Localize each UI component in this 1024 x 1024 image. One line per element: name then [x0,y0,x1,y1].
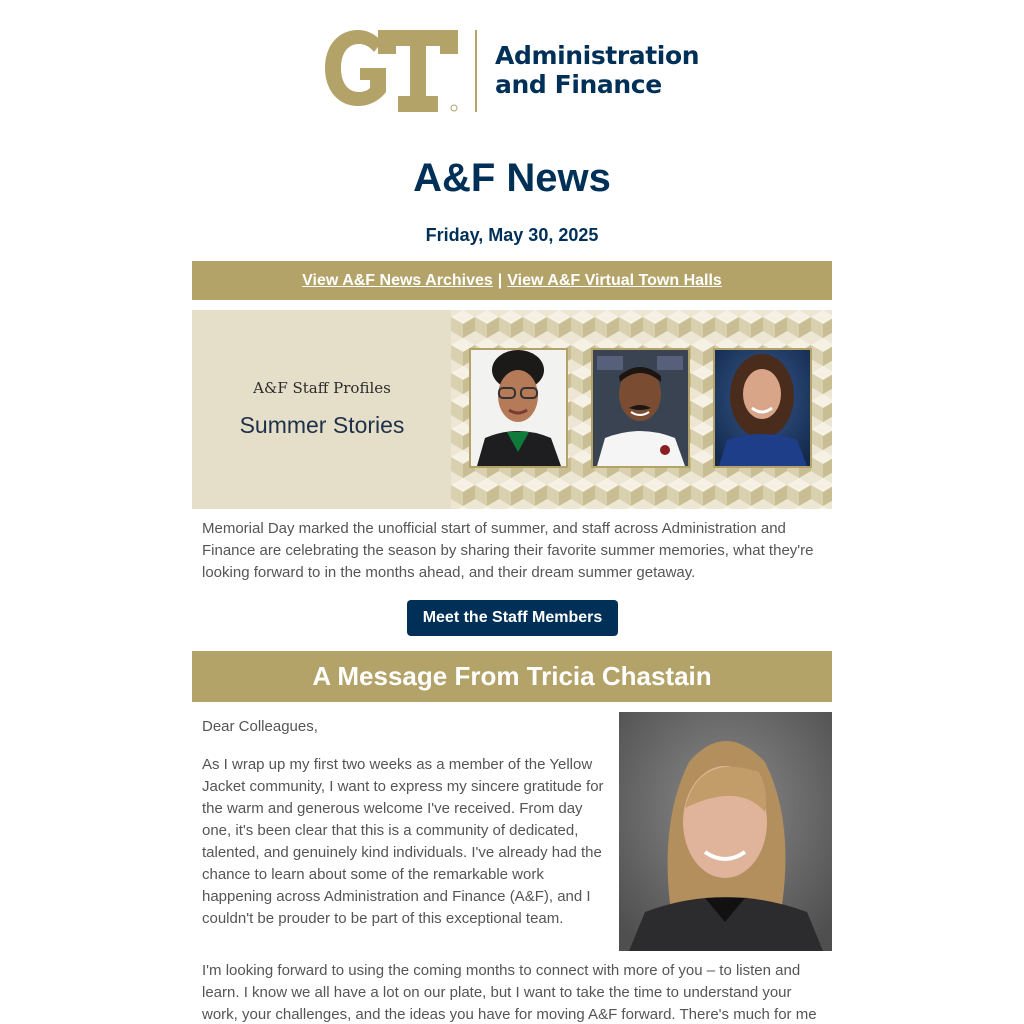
staff-profiles-intro: Memorial Day marked the unofficial start of summer, and staff across Administration and Finance are celebrating the season by sharing their favorite summer memories, what they're looking forward to in the months ahead, and their dream summer getaway. [202,520,814,581]
archive-links-bar [192,261,832,300]
gt-logo-icon [324,28,460,114]
letter-salutation: Dear Colleagues, [202,718,318,735]
logo-divider [475,30,477,112]
letter-paragraph-1: As I wrap up my first two weeks as a member of the Yellow Jacket community, I want to express my sincere gratitude for the warm and generous welcome I've received. From day one, it's been clear that this is a community of dedicated, talented, and genuinely kind individuals. I've already had the chance to learn about some of the remarkable work happening across Administration and Finance (A&F), and I couldn't be prouder to be part of this exceptional team. [202,756,604,927]
logo-wordmark [495,41,699,99]
gt-logo[interactable] [324,28,700,114]
issue-date: Friday, May 30, 2025 [425,225,599,245]
staff-profiles-banner[interactable] [192,310,832,509]
town-halls-link[interactable]: View A&F Virtual Town Halls [507,271,722,289]
tricia-chastain-photo [619,712,832,951]
letter-paragraph-2: I'm looking forward to using the coming months to connect with more of you – to listen and learn. I know we all have a lot on our plate, but I want to take the time to understand your work, your challenges, and the ideas you have for moving A&F forward. There's much for me [202,962,817,1023]
staff-photo-1 [469,348,568,468]
newsletter-title: A&F News [413,156,611,200]
staff-photo-2 [591,348,690,468]
logo-line1: Administration [495,41,700,70]
message-section-header: A Message From Tricia Chastain [192,651,832,702]
logo-line2: and Finance [495,70,662,99]
staff-photo-3 [713,348,812,468]
banner-title: Summer Stories [239,412,405,438]
news-archives-link[interactable]: View A&F News Archives [302,271,493,289]
meet-staff-button[interactable]: Meet the Staff Members [407,600,618,636]
banner-kicker: A&F Staff Profiles [253,379,391,397]
link-separator: | [497,271,503,289]
